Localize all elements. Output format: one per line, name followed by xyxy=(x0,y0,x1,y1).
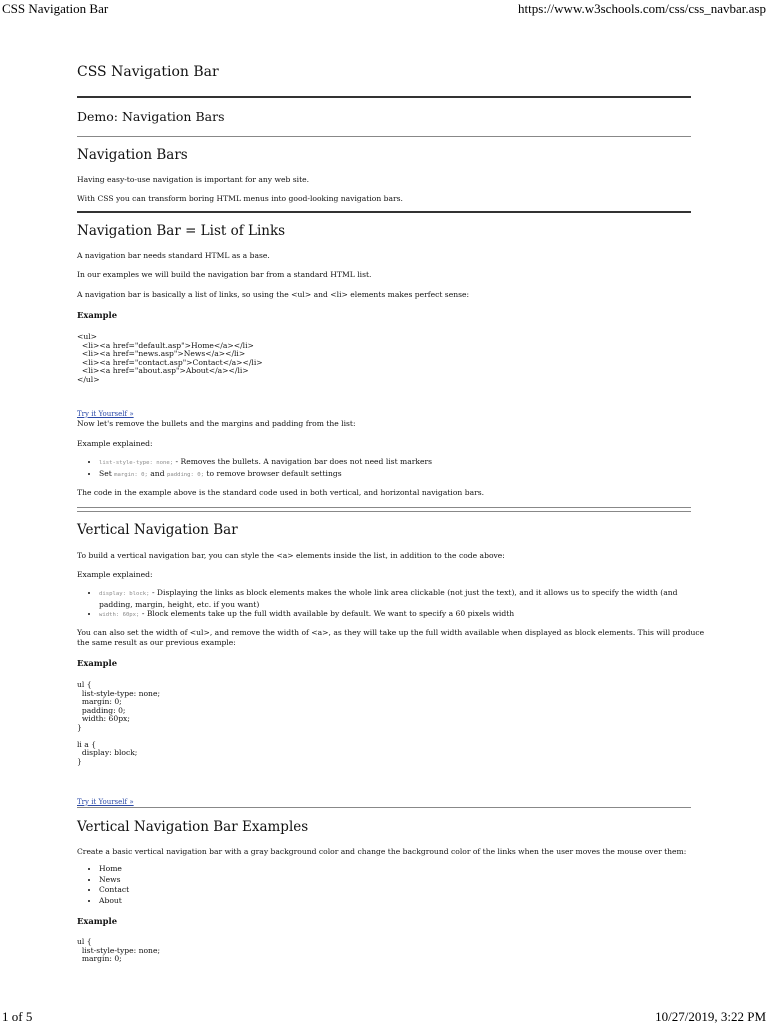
print-footer xyxy=(0,1008,768,1024)
divider xyxy=(77,507,691,508)
divider xyxy=(77,211,691,213)
divider xyxy=(77,96,691,98)
demo-heading: Demo: Navigation Bars xyxy=(77,109,225,124)
print-header-title: CSS Navigation Bar xyxy=(2,1,109,16)
list-item-text: and xyxy=(147,468,167,478)
paragraph: A navigation bar needs standard HTML as a base. xyxy=(77,251,270,260)
paragraph: With CSS you can transform boring HTML menus into good-looking navigation bars. xyxy=(77,194,403,203)
try-it-yourself-link[interactable]: Try it Yourself » xyxy=(77,798,134,806)
divider xyxy=(77,511,691,512)
paragraph: The code in the example above is the standard code used in both vertical, and horizontal navigation bars. xyxy=(77,488,485,497)
inline-code: margin: 0; xyxy=(114,471,148,478)
inline-code: display: block; xyxy=(99,591,150,597)
bullet-list xyxy=(77,588,691,621)
list-item xyxy=(99,588,691,609)
paragraph: Having easy-to-use navigation is important for any web site. xyxy=(77,175,310,184)
try-link-wrap xyxy=(77,789,691,808)
list-item-text: - Removes the bullets. A navigation bar does not need list markers xyxy=(173,457,433,466)
print-header-url: https://www.w3schools.com/css/css_navbar.asp xyxy=(518,1,766,16)
print-datetime: 10/27/2019, 3:22 PM xyxy=(655,1009,766,1024)
paragraph: A navigation bar is basically a list of links, so using the <ul> and <li> elements makes perfect sense: xyxy=(77,290,470,299)
section-heading-vertical-navigation-bar: Vertical Navigation Bar xyxy=(77,522,238,538)
list-item-text: - Displaying the links as block elements makes the whole link area clickable (not just the text), and it allows us to specify the width (and xyxy=(149,588,678,597)
bullet-list xyxy=(77,864,691,906)
divider xyxy=(77,807,691,808)
bullet-list xyxy=(77,457,691,480)
paragraph: Example explained: xyxy=(77,570,153,579)
inline-code: width: 60px; xyxy=(99,612,140,619)
page-number: 1 of 5 xyxy=(2,1009,33,1024)
list-item-text: to remove browser default settings xyxy=(204,468,342,478)
inline-code: padding: 0; xyxy=(166,471,205,478)
paragraph: Create a basic vertical navigation bar with a gray background color and change the background color of the links when the user moves the mouse over them: xyxy=(77,847,687,856)
code-example: <ul> <li><a href="default.asp">Home</a></li> <li><a href="news.asp">News</a></li> <li><a href="contact.asp">Contact</a></li> <li><a href="about.asp">About</a></li> </ul> xyxy=(77,332,263,384)
code-example: ul { list-style-type: none; margin: 0; xyxy=(77,937,161,963)
paragraph: In our examples we will build the navigation bar from a standard HTML list. xyxy=(77,270,372,279)
example-label: Example xyxy=(77,310,118,320)
example-label: Example xyxy=(77,658,118,668)
paragraph: Example explained: xyxy=(77,439,153,448)
list-item xyxy=(99,457,691,469)
section-heading-navigation-bars: Navigation Bars xyxy=(77,147,188,163)
paragraph: To build a vertical navigation bar, you can style the <a> elements inside the list, in addition to the code above: xyxy=(77,551,505,560)
divider xyxy=(77,136,691,137)
print-header xyxy=(0,0,768,18)
inline-code: list-style-type: none; xyxy=(99,460,174,466)
list-item-text: padding, margin, height, etc. if you want) xyxy=(99,599,260,609)
list-item-text: Set xyxy=(99,468,115,478)
paragraph: You can also set the width of <ul>, and remove the width of <a>, as they will take up the full width available when displayed as block elements. This will produce xyxy=(77,628,705,637)
paragraph: the same result as our previous example: xyxy=(77,638,236,647)
page-title: CSS Navigation Bar xyxy=(77,64,219,80)
try-link-wrap xyxy=(77,401,691,420)
example-label: Example xyxy=(77,916,118,926)
section-heading-list-of-links: Navigation Bar = List of Links xyxy=(77,223,286,239)
section-heading-vertical-navigation-bar-examples: Vertical Navigation Bar Examples xyxy=(77,819,309,835)
try-it-yourself-link[interactable]: Try it Yourself » xyxy=(77,410,134,418)
list-item xyxy=(99,609,691,621)
list-item: • News xyxy=(99,875,691,886)
list-item: • Contact xyxy=(99,885,691,896)
list-item: • Home xyxy=(99,864,691,875)
list-item: • About xyxy=(99,896,691,907)
code-example: ul { list-style-type: none; margin: 0; padding: 0; width: 60px; } li a { display: block; } xyxy=(77,680,161,766)
list-item-text: - Block elements take up the full width available by default. We want to specify a 60 pixels width xyxy=(139,609,515,619)
paragraph: Now let's remove the bullets and the margins and padding from the list: xyxy=(77,419,356,428)
list-item xyxy=(99,469,691,481)
